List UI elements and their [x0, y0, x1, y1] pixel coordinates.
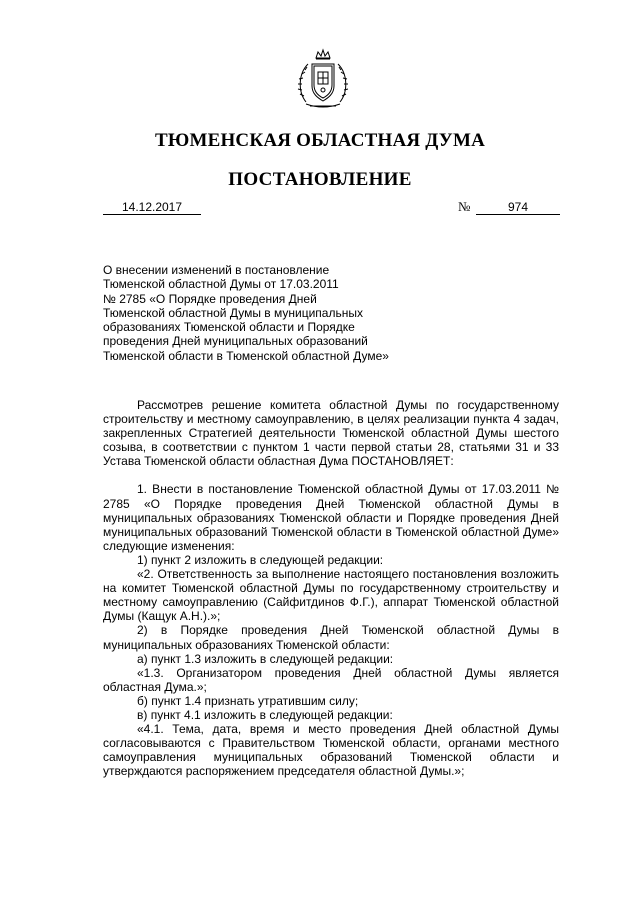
item-1-2-paragraph: 2) в Порядке проведения Дней Тюменской областной Думы в муниципальных образованиях Тюменской области:: [103, 623, 559, 652]
item-1-2-c-paragraph: в) пункт 4.1 изложить в следующей редакции:: [137, 707, 393, 722]
document-number: 974: [476, 200, 560, 215]
item-1-paragraph: 1. Внести в постановление Тюменской областной Думы от 17.03.2011 № 2785 «О Порядке проведения Дней Тюменской областной Думы в муниципальных образованиях Тюменской области и Порядке проведения Дней муниципальных образований Тюменской области в Тюменской областной Думе» следующие изменения:: [103, 482, 559, 553]
item-1-2-a-text-paragraph: «1.3. Организатором проведения Дней областной Думы является областная Дума.»;: [103, 665, 559, 694]
item-1-2-b-paragraph: б) пункт 1.4 признать утратившим силу;: [137, 693, 359, 708]
preamble-paragraph: Рассмотрев решение комитета областной Думы по государственному строительству и местному самоуправлению, в целях реализации пункта 4 задач, закрепленных Стратегией деятельности Тюменской областной Думы шестого созыва, в соответствии с пунктом 1 части первой статьи 28, статьями 31 и 33 Устава Тюменской области областная Дума ПОСТАНОВЛЯЕТ:: [103, 398, 559, 469]
subject-line: Тюменской областной Думы в муниципальных: [103, 305, 363, 320]
organization-title: ТЮМЕНСКАЯ ОБЛАСТНАЯ ДУМА: [154, 130, 485, 151]
number-sign: №: [458, 199, 471, 214]
item-1-1-text-paragraph: «2. Ответственность за выполнение настоящего постановления возложить на комитет Тюменской областной Думы по государственному строительству и местному самоуправлению (Сайфитдинов Ф.Г.), аппарат Тюменской областной Думы (Кащук А.Н.).»;: [103, 567, 559, 624]
document-subject: [103, 263, 423, 363]
document-body: [103, 398, 559, 778]
document-date: 14.12.2017: [103, 200, 201, 215]
item-1-2-a-paragraph: а) пункт 1.3 изложить в следующей редакции:: [137, 651, 394, 666]
coat-of-arms-icon: [292, 48, 354, 112]
subject-line: проведения Дней муниципальных образований: [103, 334, 368, 349]
subject-line: Тюменской областной Думы от 17.03.2011: [103, 277, 339, 292]
subject-line: О внесении изменений в постановление: [103, 263, 330, 277]
item-1-2-c-text-paragraph: «4.1. Тема, дата, время и место проведения Дней областной Думы согласовываются с Правительством Тюменской области, органами местного самоуправления муниципальных образований Тюменской области и утверждаются распоряжением председателя областной Думы.»;: [103, 722, 559, 779]
document-type: ПОСТАНОВЛЕНИЕ: [228, 169, 412, 190]
item-1-1-paragraph: 1) пункт 2 изложить в следующей редакции:: [137, 552, 384, 567]
subject-line: Тюменской области в Тюменской областной Думе»: [103, 348, 389, 363]
subject-line: № 2785 «О Порядке проведения Дней: [103, 291, 317, 306]
subject-line: образованиях Тюменской области и Порядке: [103, 320, 355, 335]
